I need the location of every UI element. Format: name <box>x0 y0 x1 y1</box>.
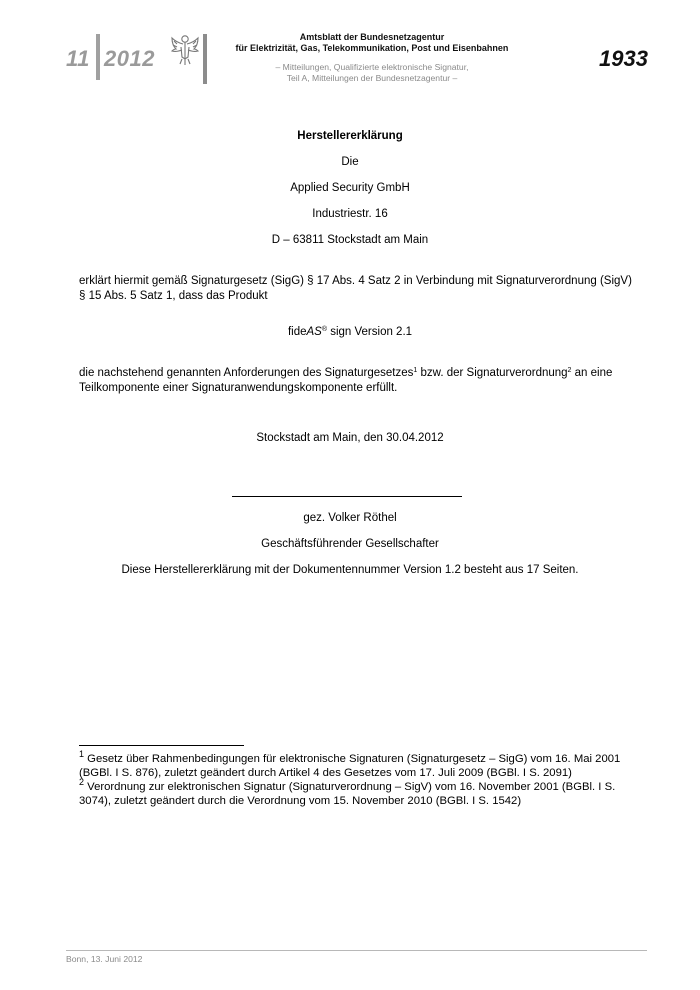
product-prefix: fide <box>287 326 307 338</box>
product-suffix: sign Version 2.1 <box>327 326 413 338</box>
page-number: 1933 <box>599 46 648 71</box>
signatory-name: gez. Volker Röthel <box>303 512 397 524</box>
issue-divider <box>96 34 100 80</box>
footnote-text-2: Verordnung zur elektronischen Signatur (Signaturverordnung – SigV) vom 16. November 2001 (BGBl. I S. 3074), zuletzt geändert durch die Verordnung vom 15. November 2010 (BGBl. I S. 1542) <box>79 781 616 807</box>
company-city: D – 63811 Stockstadt am Main <box>271 234 429 246</box>
product-italic: AS <box>306 326 322 338</box>
company-street: Industriestr. 16 <box>312 208 388 220</box>
footnote-divider <box>79 745 244 746</box>
declaration-paragraph-2 <box>79 366 639 396</box>
gazette-subtitle-line-1: – Mitteilungen, Qualifizierte elektronische Signatur, <box>275 62 469 72</box>
footnote-marker-2: 2 <box>79 777 85 787</box>
product-name <box>0 326 700 338</box>
declaration-die: Die <box>341 156 359 168</box>
place-and-date: Stockstadt am Main, den 30.04.2012 <box>256 432 444 444</box>
footnote-marker-1: 1 <box>79 749 85 759</box>
footnote-ref-1[interactable]: 1 <box>413 367 418 374</box>
footer-place-date: Bonn, 13. Juni 2012 <box>66 954 143 964</box>
signature-line <box>232 496 462 497</box>
footnote-ref-2[interactable]: 2 <box>567 367 572 374</box>
paragraph-2-part-3: an eine Teilkomponente einer Signaturanwendungskomponente erfüllt. <box>79 367 613 394</box>
gazette-title-line-2: für Elektrizität, Gas, Telekommunikation, Post und Eisenbahnen <box>235 43 509 53</box>
gazette-header <box>207 32 537 84</box>
federal-eagle-icon <box>170 33 200 67</box>
document-note: Diese Herstellererklärung mit der Dokumentennummer Version 1.2 besteht aus 17 Seiten. <box>121 564 579 576</box>
gazette-title <box>207 32 537 54</box>
declaration-heading: Herstellererklärung <box>297 130 403 142</box>
paragraph-2-part-2: bzw. der Signaturverordnung <box>417 367 568 379</box>
paragraph-2-part-1: die nachstehend genannten Anforderungen des Signaturgesetzes <box>79 367 414 379</box>
footnotes <box>79 749 639 808</box>
issue-year: 2012 <box>104 46 155 71</box>
footnote-2 <box>79 777 639 808</box>
footer-divider <box>66 950 647 951</box>
declaration-paragraph-1: erklärt hiermit gemäß Signaturgesetz (SigG) § 17 Abs. 4 Satz 2 in Verbindung mit Signaturverordnung (SigV) § 15 Abs. 5 Satz 1, dass das Produkt <box>79 275 632 302</box>
signatory-role: Geschäftsführender Gesellschafter <box>261 538 439 550</box>
issue-number: 11 <box>66 46 90 71</box>
product-registered-mark: ® <box>321 326 328 333</box>
company-name: Applied Security GmbH <box>290 182 410 194</box>
gazette-subtitle-line-2: Teil A, Mitteilungen der Bundesnetzagentur – <box>286 73 458 83</box>
footnote-1 <box>79 749 639 780</box>
gazette-subtitle <box>207 62 537 84</box>
footnote-text-1: Gesetz über Rahmenbedingungen für elektronische Signaturen (Signaturgesetz – SigG) vom 16. Mai 2001 (BGBl. I S. 876), zuletzt geändert durch Artikel 4 des Gesetzes vom 17. Juli 2009 (BGBl. I S. 2091) <box>79 753 621 779</box>
gazette-title-line-1: Amtsblatt der Bundesnetzagentur <box>299 32 445 42</box>
